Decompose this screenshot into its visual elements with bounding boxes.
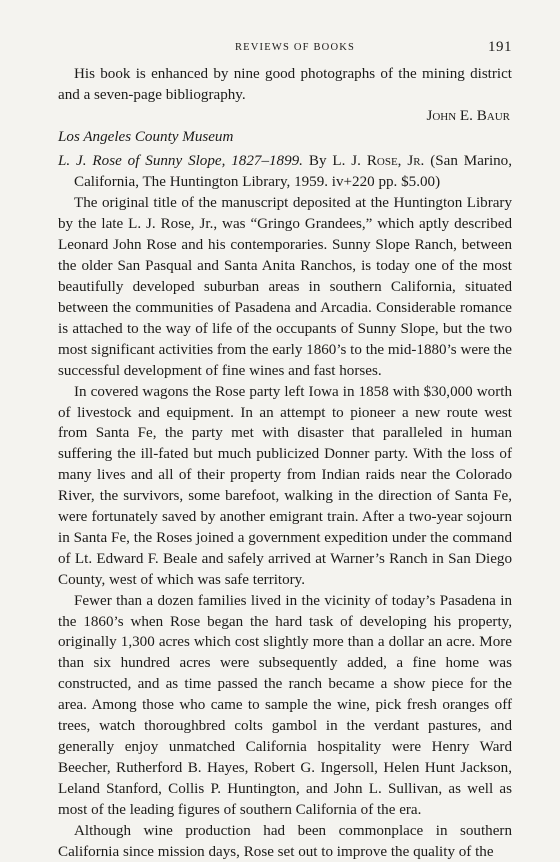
review-closing-paragraph: His book is enhanced by nine good photographs of the mining district and a seven-page bibliography. — [58, 66, 512, 103]
review-paragraph-3: Fewer than a dozen families lived in the vicinity of today’s Pasadena in the 1860’s when Rose began the hard task of developing his property, originally 1,300 acres which cost slightly more than a dollar an acre. More than six hundred acres were subsequently added, a fine home was constructed, and as time passed the ranch became a show piece for the area. Among those who came to sample the wine, pick fresh oranges off trees, watch thoroughbred colts gambol in the verdant pastures, and generally enjoy unmatched California hospitality were Henry Ward Beecher, Rutherford B. Hayes, Robert G. Ingersoll, Helen Hunt Jackson, Leland Stanford, Collis P. Huntington, and John L. Sullivan, as well as most of the leading figures of southern California of the era. — [58, 592, 512, 818]
reviewer-name: John E. Baur — [426, 107, 510, 124]
review-paragraph-1: The original title of the manuscript deposited at the Huntington Library by the late L. J. Rose, Jr., was “Gringo Grandees,” which aptly described Leonard John Rose and his contemporaries. Sunny Slope Ranch, between the older San Pasqual and Santa Anita Ranchos, is today one of the most beautifully developed suburban areas in southern California, situated between the communities of Pasadena and Arcadia. Considerable romance is attached to the way of life of the occupants of Sunny Slope, but the two most significant activities from the early 1860’s to the mid-1880’s were the successful development of fine wines and fast horses. — [58, 195, 512, 379]
book-author: L. J. Rose, Jr. — [332, 152, 425, 169]
book-citation — [58, 151, 512, 193]
publication-details: (San Marino, California, The Huntington Library, 1959. iv+220 pp. $5.00) — [74, 152, 512, 190]
reviewer-affiliation: Los Angeles County Museum — [58, 128, 234, 145]
review-paragraph-2: In covered wagons the Rose party left Iowa in 1858 with $30,000 worth of livestock and equipment. In an attempt to pioneer a new route west from Santa Fe, the party met with disaster that paralleled in human suffering the ill-fated but much publicized Donner party. With the loss of many lives and all of their property from Indian raids near the Colorado River, the survivors, some barefoot, walking in the direction of Santa Fe, were fortunately saved by another emigrant train. After a two-year sojourn in Santa Fe, the Roses joined a government expedition under the command of Lt. Edward F. Beale and safely arrived at Warner’s Ranch in San Diego County, west of which was safe territory. — [58, 383, 512, 588]
running-head-title: REVIEWS OF BOOKS — [234, 42, 356, 53]
page-number: 191 — [488, 39, 512, 55]
review-paragraph-4: Although wine production had been commonplace in southern California since mission days, Rose set out to improve the quality of the — [58, 822, 512, 860]
running-head — [58, 39, 512, 64]
book-title: L. J. Rose of Sunny Slope, 1827–1899. — [58, 152, 303, 169]
citation-by: By — [308, 152, 327, 169]
